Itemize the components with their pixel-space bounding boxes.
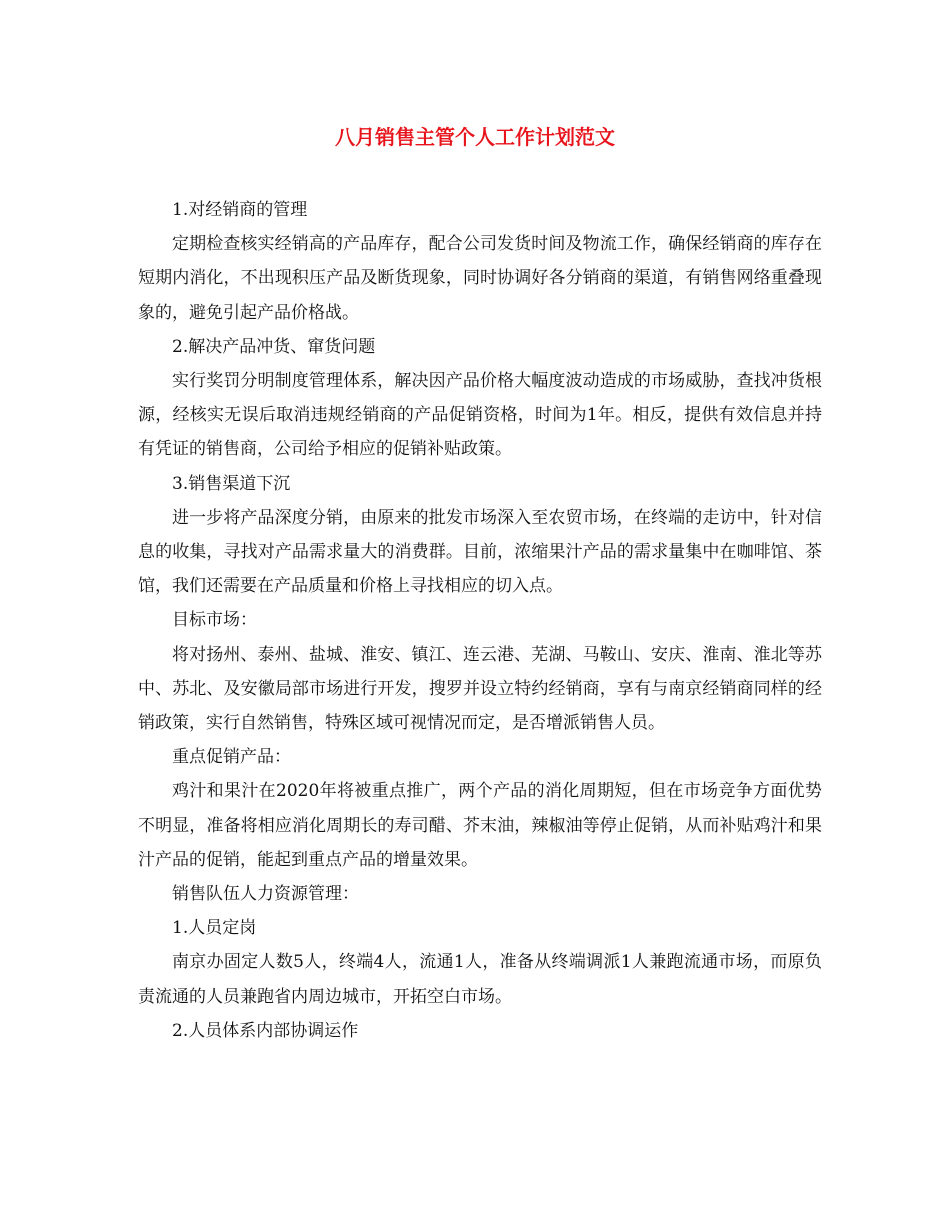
- section-heading: 2.人员体系内部协调运作: [172, 1020, 359, 1041]
- paragraph: 定期检查核实经销高的产品库存，配合公司发货时间及物流工作，确保经销商的库存在短期内消化，不出现积压产品及断货现象，同时协调好各分销商的渠道，有销售网络重叠现象的，避免引起产品价格战。: [138, 234, 822, 323]
- section-heading: 3.销售渠道下沉: [172, 473, 291, 494]
- section-heading: 1.对经销商的管理: [172, 200, 308, 220]
- subheading: 重点促销产品：: [172, 747, 291, 768]
- subheading: 销售队伍人力资源管理：: [172, 884, 359, 905]
- section-heading: 2.解决产品冲货、窜货问题: [172, 336, 376, 357]
- subheading: 目标市场：: [172, 610, 257, 631]
- document-title: 八月销售主管个人工作计划范文: [335, 125, 615, 149]
- document-body: [138, 193, 822, 1048]
- paragraph: 将对扬州、泰州、盐城、淮安、镇江、连云港、芜湖、马鞍山、安庆、淮南、淮北等苏中、苏北、及安徽局部市场进行开发，搜罗并设立特约经销商，享有与南京经销商同样的经销政策，实行自然销售，特殊区域可视情况而定，是否增派销售人员。: [138, 644, 822, 734]
- paragraph: 进一步将产品深度分销，由原来的批发市场深入至农贸市场，在终端的走访中，针对信息的收集，寻找对产品需求量大的消费群。目前，浓缩果汁产品的需求量集中在咖啡馆、茶馆，我们还需要在产品质量和价格上寻找相应的切入点。: [138, 507, 822, 597]
- paragraph: 鸡汁和果汁在2020年将被重点推广，两个产品的消化周期短，但在市场竞争方面优势不明显，准备将相应消化周期长的寿司醋、芥末油，辣椒油等停止促销，从而补贴鸡汁和果汁产品的促销，能起到重点产品的增量效果。: [138, 781, 822, 870]
- paragraph: 实行奖罚分明制度管理体系，解决因产品价格大幅度波动造成的市场威胁，查找冲货根源，经核实无误后取消违规经销商的产品促销资格，时间为1年。相反，提供有效信息并持有凭证的销售商，公司给予相应的促销补贴政策。: [138, 371, 822, 460]
- section-heading: 1.人员定岗: [172, 918, 257, 939]
- paragraph: 南京办固定人数5人，终端4人，流通1人，准备从终端调派1人兼跑流通市场，而原负责流通的人员兼跑省内周边城市，开拓空白市场。: [138, 952, 822, 1007]
